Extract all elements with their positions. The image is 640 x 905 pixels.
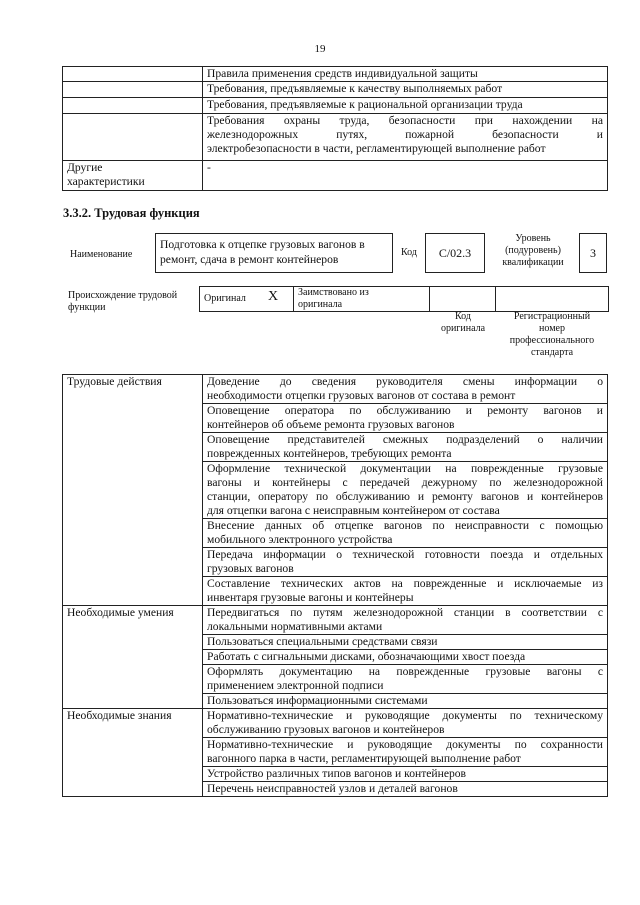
list-item: Передвигаться по путям железнодорожной станции в соответствии с локальными нормативными актами [203,606,608,635]
origin-label: Происхождение трудовой функции [68,290,178,313]
list-item: Оповещение представителей смежных подразделений о наличии поврежденных контейнеров, требующих ремонта [203,433,608,462]
list-item: Оформлять документацию на поврежденные грузовые вагоны с применением электронной подписи [203,665,608,694]
list-item: Оформление технической документации на поврежденные грузовые вагоны и контейнеры с передачей дежурному по железнодорожной станции, оператору по обслуживанию и ремонту вагонов и контейнеров для отцепки вагона с неисправным контейнером от состава [203,462,608,519]
level-label: Уровень (подуровень) квалификации [502,233,564,268]
section-heading: 3.3.2. Трудовая функция [63,206,200,220]
page-number: 19 [314,43,326,55]
reg-number-label: Регистрационный номер профессионального стандарта [509,311,595,358]
original-mark: X [268,289,279,304]
other-characteristics-value: - [203,161,608,191]
top-table [62,66,608,191]
list-item: Нормативно-технические и руководящие документы по сохранности вагонного парка в части, регламентирующей выполнение работ [203,738,608,767]
group-label-actions: Трудовые действия [63,375,203,606]
level-value: 3 [579,233,607,273]
list-item: Работать с сигнальными дисками, обозначающими хвост поезда [203,650,608,665]
list-item: Передача информации о технической готовности поезда и отдельных грузовых вагонов [203,548,608,577]
function-name: Подготовка к отцепке грузовых вагонов в ремонт, сдача в ремонт контейнеров [155,233,393,273]
original-cell: Оригинал X [200,287,294,312]
top-row-long: Требования охраны труда, безопасности при нахождении на железнодорожных путях, пожарной безопасности и электробезопасности в части, регламентирующей выполнение работ [203,114,608,161]
list-item: Пользоваться специальными средствами связи [203,635,608,650]
list-item: Устройство различных типов вагонов и контейнеров [203,767,608,782]
list-item: Составление технических актов на поврежденные и исключаемые из инвентаря грузовые вагоны и контейнеры [203,577,608,606]
top-row: Требования, предъявляемые к рациональной организации труда [203,98,608,114]
group-label-knowledge: Необходимые знания [63,709,203,797]
list-item: Доведение до сведения руководителя смены информации о необходимости отцепки грузовых вагонов от состава в ремонт [203,375,608,404]
list-item: Пользоваться информационными системами [203,694,608,709]
code-value: C/02.3 [425,233,485,273]
list-item: Оповещение оператора по обслуживанию и ремонту вагонов и контейнеров об объеме ремонта грузовых вагонов [203,404,608,433]
list-item: Перечень неисправностей узлов и деталей вагонов [203,782,608,797]
function-table [62,374,608,797]
code-label: Код [401,247,417,258]
list-item: Нормативно-технические и руководящие документы по техническому обслуживанию грузовых вагонов и контейнеров [203,709,608,738]
origin-table [199,286,609,312]
top-row: Правила применения средств индивидуальной защиты [203,67,608,82]
top-row: Требования, предъявляемые к качеству выполняемых работ [203,82,608,98]
name-label: Наименование [70,249,133,260]
borrowed-cell: Заимствовано из оригинала [294,287,430,312]
other-characteristics-label: Другие характеристики [63,161,203,191]
group-label-skills: Необходимые умения [63,606,203,709]
list-item: Внесение данных об отцепке вагонов по неисправности с помощью мобильного электронного устройства [203,519,608,548]
code-original-label: Код оригинала [440,311,486,334]
